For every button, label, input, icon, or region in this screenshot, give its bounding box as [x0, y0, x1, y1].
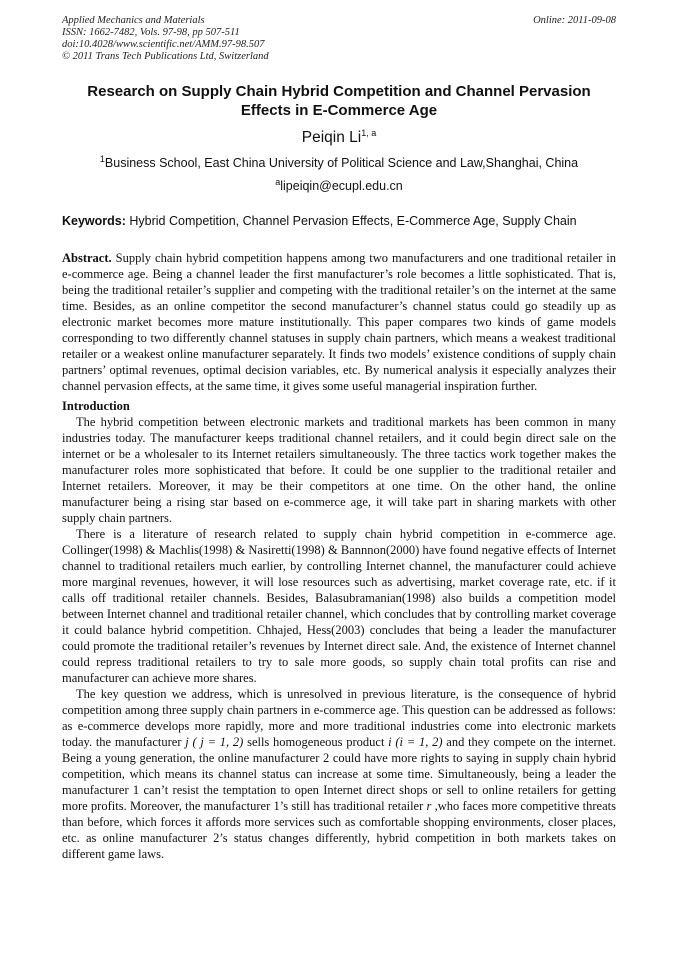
keywords-label: Keywords:: [62, 214, 126, 228]
author-line: [62, 129, 616, 147]
author-name: Peiqin Li: [301, 129, 362, 146]
affiliation-superscript: 1: [99, 153, 105, 164]
keywords-line: [62, 213, 622, 229]
author-superscript: 1, a: [361, 127, 377, 138]
intro-p3-text-1: The key question we address, which is unresolved in previous literature, is the consequence of hybrid competition among three supply chain partners in e-commerce age. This question can be addressed as follows: as e-commerce develops more rapidly, more and more traditional industries come into electronic markets today. the manufacturer: [62, 687, 616, 749]
intro-p3-text-3: and they compete on the internet. Being a young generation, the online manufacturer 2 could have more rights to saying in supply chain hybrid competition, which means its channel status can increase at some time. Simultaneously, being a leader the manufacturer 1 can’t resist the temptation to open Internet direct shops or sell to online retailers for getting more profits. Moreover, the manufacturer 1’s still has traditional retailer: [62, 735, 616, 813]
abstract-text: Supply chain hybrid competition happens among two manufacturers and one traditional retailer in e-commerce age. Being a channel leader the first manufacturer’s role becomes a little sophisticated. That is, being the traditional retailer’s supplier and competing with the traditional retailer’s on the internet at the same time. Besides, as an online competitor the second manufacturer’s channel status could go steadily up as electronic market becomes more mature institutionally. This paper compares two kinds of game models corresponding to two differently channel statuses in supply chain partners, which means a weakest traditional retailer or a weakest online manufacturer separately. It finds two models’ existence conditions of supply chain partners’ optimal revenues, optimal decision variables, etc. By numerical analysis it especially analyzes their channel pervasion effects, at the same time, it gives some useful managerial inspiration further.: [62, 251, 616, 393]
math-retailer-r: r: [426, 799, 432, 813]
journal-name: Applied Mechanics and Materials: [62, 15, 205, 26]
journal-copyright: © 2011 Trans Tech Publications Ltd, Switzerland: [62, 51, 269, 62]
paper-title: Research on Supply Chain Hybrid Competition and Channel Pervasion Effects in E-Commerce Age: [87, 83, 591, 119]
journal-header: [62, 15, 616, 63]
abstract-paragraph: [62, 250, 616, 394]
intro-paragraph-1: The hybrid competition between electronic markets and traditional markets has been common in many industries today. The manufacturer keeps traditional channel retailers, and it could begin direct sale on the internet or be a wholesaler to its Internet retailers simultaneously. The three tactics work together makes the manufacturer roles more sophisticated that before. It could be one supplier to the traditional retailer and Internet retailers. Moreover, it may be their competitors at one time. On the other hand, the online manufacturer being a rising star based on e-commerce age, it will take part in sharing markets with other supply chain partners.: [62, 415, 616, 525]
paper-body: [62, 250, 616, 862]
online-date: Online: 2011-09-08: [533, 15, 616, 26]
intro-paragraph-2: There is a literature of research related to supply chain hybrid competition in e-commerce age. Collinger(1998) & Machlis(1998) & Nasiretti(1998) & Bannnon(2000) have found negative effects of Internet channel to traditional retailers much earlier, by controlling Internet channel, the manufacturer could achieve more marginal revenues, however, it will lose resources such as advertising, market coverage rate, etc. if it calls off traditional retailer channels. Besides, Balasubramanian(1998) also builds a competition model between Internet channel and traditional retailer channel, which concludes that by controlling market coverage it could balance hybrid competition. Chhajed, Hess(2003) concludes that being a leader the manufacturer could promote the traditional retailer’s revenues by Internet direct sale. And, the existence of Internet channel could repress traditional retailers to try to sale more goods, so supply chain total profits can rise and manufacturer can achieve more shares.: [62, 527, 616, 685]
email-address: lipeiqin@ecupl.edu.cn: [280, 179, 403, 193]
email-superscript: a: [275, 176, 281, 187]
journal-issn: ISSN: 1662-7482, Vols. 97-98, pp 507-511: [62, 27, 240, 38]
intro-p3-text-2: sells homogeneous product: [247, 735, 385, 749]
math-i-index: i (i = 1, 2): [388, 735, 443, 749]
affiliation-text: Business School, East China University of Political Science and Law,Shanghai, China: [104, 156, 579, 170]
intro-paragraph-3: [62, 686, 616, 862]
keywords-text: Hybrid Competition, Channel Pervasion Effects, E-Commerce Age, Supply Chain: [129, 214, 577, 228]
email-line: [62, 178, 616, 194]
intro-p3-text-4: ,who faces more competitive threats than before, which forces it affords more services such as comfortable shopping environments, closer places, etc. as online manufacturer 2’s status changes differently, hybrid competition in both markets takes on different game laws.: [62, 799, 616, 861]
math-j-index: j ( j = 1, 2): [185, 735, 244, 749]
journal-doi: doi:10.4028/www.scientific.net/AMM.97-98.507: [62, 39, 265, 50]
abstract-label: Abstract.: [62, 251, 112, 265]
introduction-heading: Introduction: [62, 399, 130, 413]
affiliation-line: [62, 155, 616, 171]
